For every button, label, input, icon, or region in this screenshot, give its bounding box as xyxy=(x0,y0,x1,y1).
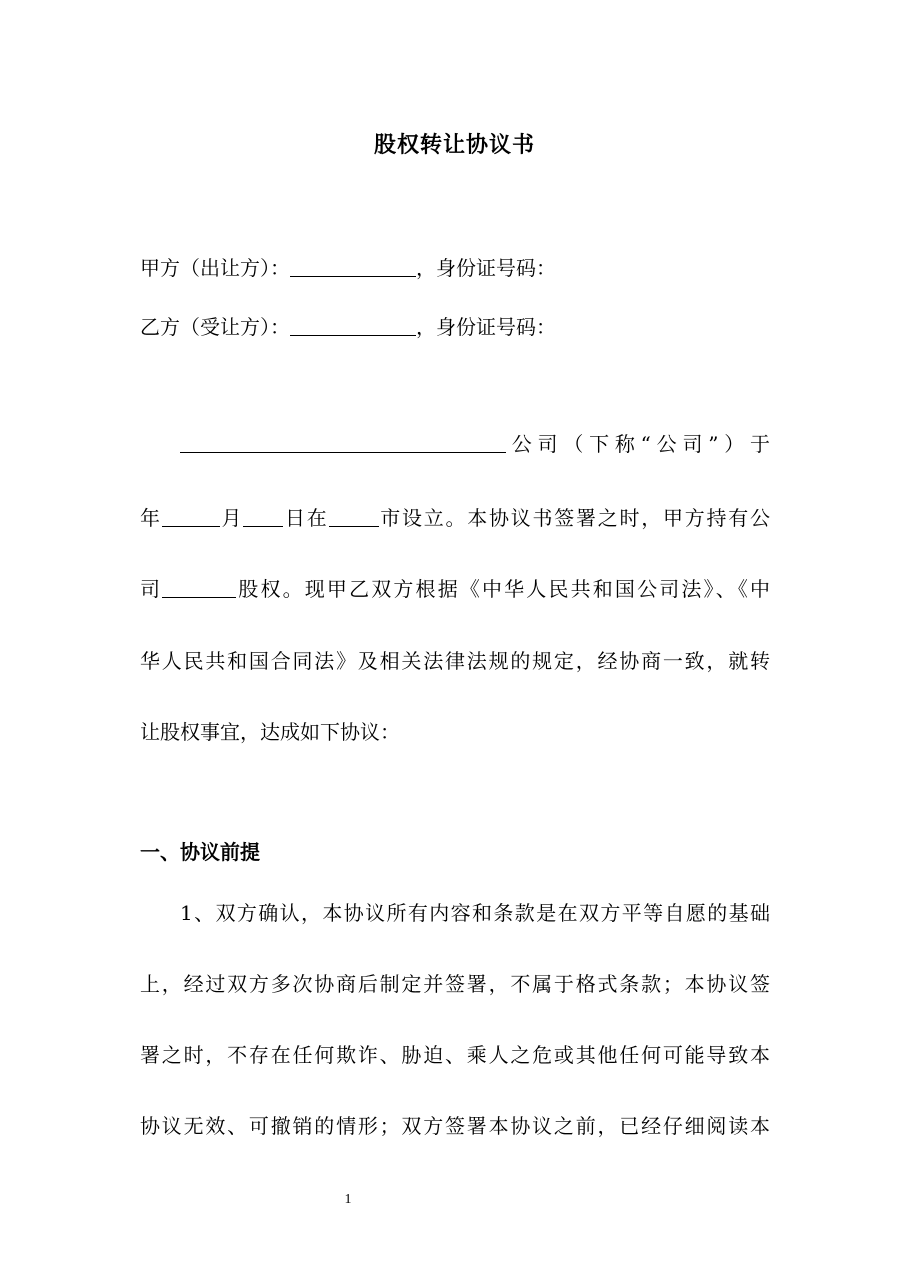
party-a-id-label: ，身份证号码： xyxy=(416,256,556,280)
party-b-label: 乙方（受让方）： xyxy=(140,315,290,339)
preamble-line-5: 让股权事宜，达成如下协议： xyxy=(140,720,400,744)
party-a-label: 甲方（出让方）： xyxy=(140,256,290,280)
preamble-line-2 xyxy=(140,504,770,532)
year-blank xyxy=(162,506,220,527)
section-1-heading: 一、协议前提 xyxy=(140,840,260,864)
year-label: 年 xyxy=(140,506,162,530)
preamble-line-1-text: 公司（下称“公司”）于 xyxy=(506,432,770,456)
company-name-blank xyxy=(180,432,506,453)
month-blank xyxy=(243,506,283,527)
party-b-line xyxy=(140,313,556,341)
page-number: 1 xyxy=(344,1192,352,1207)
party-b-name-blank xyxy=(290,315,416,336)
party-a-name-blank xyxy=(290,256,416,277)
section-1-para-line-4: 协议无效、可撤销的情形；双方签署本协议之前，已经仔细阅读本 xyxy=(140,1114,770,1138)
section-1-para-line-3: 署之时，不存在任何欺诈、胁迫、乘人之危或其他任何可能导致本 xyxy=(140,1043,770,1067)
section-1-para-line-2: 上，经过双方多次协商后制定并签署，不属于格式条款；本协议签 xyxy=(140,972,770,996)
city-blank xyxy=(329,506,379,527)
preamble-line-3 xyxy=(140,575,770,603)
preamble-line-4: 华人民共和国合同法》及相关法律法规的规定，经协商一致，就转 xyxy=(140,649,770,673)
day-label: 日在 xyxy=(283,506,329,530)
preamble-line-3-text: 股权。现甲乙双方根据《中华人民共和国公司法》、《中 xyxy=(236,577,771,601)
document-title: 股权转让协议书 xyxy=(373,132,535,158)
section-1-para-line-1: 1、双方确认，本协议所有内容和条款是在双方平等自愿的基础 xyxy=(180,901,770,925)
equity-percent-blank xyxy=(162,577,236,598)
party-a-line xyxy=(140,254,556,282)
month-label: 月 xyxy=(219,506,244,530)
company-char: 司 xyxy=(140,577,163,601)
party-b-id-label: ，身份证号码： xyxy=(416,315,556,339)
preamble-line-2-text: 市设立。本协议书签署之时，甲方持有公 xyxy=(378,506,770,530)
preamble-line-1 xyxy=(180,430,770,458)
